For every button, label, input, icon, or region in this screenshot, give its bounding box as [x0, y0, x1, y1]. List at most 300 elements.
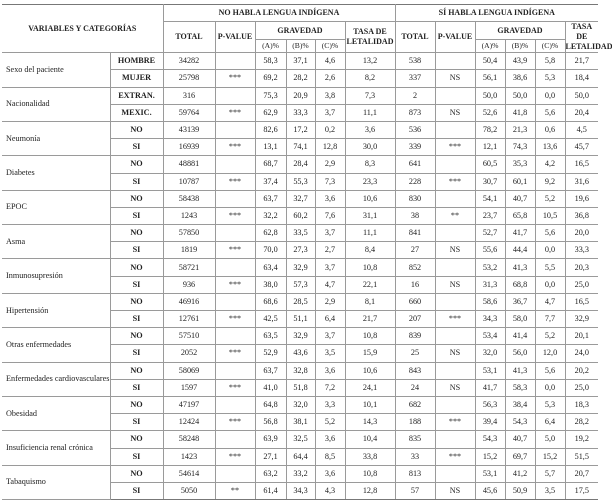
si-total-cell: 207 [395, 311, 435, 328]
no-pvalue-cell: *** [215, 70, 255, 87]
no-grav-b-cell: 33,2 [286, 465, 315, 482]
no-grav-b-cell: 28,5 [286, 293, 315, 310]
si-pvalue-cell [435, 121, 475, 138]
si-total-cell: 682 [395, 396, 435, 413]
si-grav-b-cell: 41,4 [505, 328, 535, 345]
no-tasa-cell: 8,3 [345, 156, 395, 173]
no-grav-a-cell: 62,9 [255, 104, 286, 121]
si-total-cell: 228 [395, 173, 435, 190]
no-grav-a-cell: 63,9 [255, 431, 286, 448]
table-row [2, 259, 598, 276]
category-label: NO [110, 121, 163, 138]
si-total-cell: 339 [395, 139, 435, 156]
no-grav-b-cell: 17,2 [286, 121, 315, 138]
no-grav-c-cell: 7,2 [315, 379, 345, 396]
no-total-cell: 316 [163, 87, 215, 104]
no-grav-b-cell: 37,1 [286, 53, 315, 70]
si-total-cell: 835 [395, 431, 435, 448]
si-grav-c-cell: 5,2 [535, 190, 565, 207]
no-grav-c-cell: 5,2 [315, 414, 345, 431]
category-label: NO [110, 259, 163, 276]
si-grav-b-cell: 43,9 [505, 53, 535, 70]
si-grav-c-cell: 10,5 [535, 207, 565, 224]
table-row [2, 190, 598, 207]
no-total-cell: 57850 [163, 225, 215, 242]
no-pvalue-cell [215, 431, 255, 448]
no-total-cell: 47197 [163, 396, 215, 413]
no-tasa-cell: 33,8 [345, 448, 395, 465]
no-total-cell: 59764 [163, 104, 215, 121]
table-row [2, 121, 598, 138]
no-grav-c-cell: 0,2 [315, 121, 345, 138]
si-grav-c-cell: 5,2 [535, 328, 565, 345]
si-total-cell: 337 [395, 70, 435, 87]
si-pvalue-cell: NS [435, 242, 475, 259]
no-grav-b-cell: 28,4 [286, 156, 315, 173]
no-grav-a-cell: 63,7 [255, 190, 286, 207]
no-grav-b-cell: 64,4 [286, 448, 315, 465]
variable-name: Asma [2, 225, 110, 259]
no-tasa-cell: 8,4 [345, 242, 395, 259]
category-label: MUJER [110, 70, 163, 87]
no-grav-a-cell: 13,1 [255, 139, 286, 156]
no-grav-c-cell: 3,6 [315, 362, 345, 379]
variable-name: Nacionalidad [2, 87, 110, 121]
no-pvalue-cell: *** [215, 242, 255, 259]
si-pvalue-cell [435, 328, 475, 345]
no-grav-b-cell: 57,3 [286, 276, 315, 293]
no-total-cell: 34282 [163, 53, 215, 70]
si-pvalue-cell [435, 87, 475, 104]
si-grav-c-cell: 5,7 [535, 465, 565, 482]
no-grav-b-cell: 55,3 [286, 173, 315, 190]
si-pvalue-cell [435, 53, 475, 70]
no-pvalue-cell [215, 293, 255, 310]
variable-name: Sexo del paciente [2, 53, 110, 87]
si-grav-c-cell: 5,6 [535, 104, 565, 121]
si-grav-b-cell: 68,8 [505, 276, 535, 293]
category-label: NO [110, 396, 163, 413]
si-tasa-cell: 4,5 [565, 121, 598, 138]
category-label: NO [110, 431, 163, 448]
no-grav-c-cell: 3,7 [315, 259, 345, 276]
no-tasa-cell: 21,7 [345, 311, 395, 328]
no-pvalue-cell [215, 465, 255, 482]
category-label: NO [110, 293, 163, 310]
si-tasa-cell: 28,2 [565, 414, 598, 431]
si-grav-a-cell: 54,1 [475, 190, 505, 207]
si-total-cell: 641 [395, 156, 435, 173]
si-pvalue-cell [435, 465, 475, 482]
si-tasa-cell: 31,6 [565, 173, 598, 190]
si-grav-b-cell: 58,0 [505, 311, 535, 328]
header-a-no: (A)% [255, 39, 286, 52]
si-grav-b-cell: 38,6 [505, 70, 535, 87]
si-pvalue-cell: NS [435, 345, 475, 362]
si-total-cell: 188 [395, 414, 435, 431]
no-pvalue-cell: *** [215, 379, 255, 396]
si-total-cell: 2 [395, 87, 435, 104]
no-grav-c-cell: 8,5 [315, 448, 345, 465]
no-tasa-cell: 7,3 [345, 87, 395, 104]
si-tasa-cell: 36,8 [565, 207, 598, 224]
no-tasa-cell: 23,3 [345, 173, 395, 190]
no-grav-c-cell: 4,6 [315, 53, 345, 70]
header-pvalue-no: P-VALUE [215, 22, 255, 53]
si-pvalue-cell: *** [435, 448, 475, 465]
si-grav-b-cell: 65,8 [505, 207, 535, 224]
si-grav-a-cell: 23,7 [475, 207, 505, 224]
category-label: EXTRAN. [110, 87, 163, 104]
variable-name: Obesidad [2, 396, 110, 430]
no-grav-b-cell: 32,9 [286, 328, 315, 345]
no-grav-b-cell: 51,8 [286, 379, 315, 396]
no-grav-a-cell: 69,2 [255, 70, 286, 87]
si-tasa-cell: 20,3 [565, 259, 598, 276]
si-grav-a-cell: 31,3 [475, 276, 505, 293]
header-b-si: (B)% [505, 39, 535, 52]
si-grav-a-cell: 53,1 [475, 465, 505, 482]
no-grav-a-cell: 32,2 [255, 207, 286, 224]
si-grav-a-cell: 39,4 [475, 414, 505, 431]
si-tasa-cell: 51,5 [565, 448, 598, 465]
si-total-cell: 38 [395, 207, 435, 224]
si-total-cell: 57 [395, 482, 435, 499]
no-pvalue-cell [215, 328, 255, 345]
si-grav-c-cell: 5,0 [535, 431, 565, 448]
no-total-cell: 1243 [163, 207, 215, 224]
si-tasa-cell: 21,7 [565, 53, 598, 70]
no-total-cell: 48881 [163, 156, 215, 173]
si-grav-a-cell: 52,7 [475, 225, 505, 242]
no-tasa-cell: 3,6 [345, 121, 395, 138]
si-grav-c-cell: 5,6 [535, 225, 565, 242]
no-grav-b-cell: 33,5 [286, 225, 315, 242]
si-total-cell: 873 [395, 104, 435, 121]
si-pvalue-cell [435, 190, 475, 207]
variable-name: Tabaquismo [2, 465, 110, 499]
table-row [2, 465, 598, 482]
no-grav-c-cell: 2,9 [315, 156, 345, 173]
no-tasa-cell: 24,1 [345, 379, 395, 396]
no-pvalue-cell [215, 225, 255, 242]
si-pvalue-cell [435, 362, 475, 379]
si-tasa-cell: 17,5 [565, 482, 598, 499]
si-pvalue-cell: *** [435, 173, 475, 190]
no-total-cell: 2052 [163, 345, 215, 362]
no-grav-a-cell: 42,5 [255, 311, 286, 328]
category-label: SI [110, 482, 163, 499]
no-grav-a-cell: 38,0 [255, 276, 286, 293]
si-tasa-cell: 20,1 [565, 328, 598, 345]
si-grav-c-cell: 6,4 [535, 414, 565, 431]
si-tasa-cell: 16,5 [565, 156, 598, 173]
no-grav-c-cell: 6,4 [315, 311, 345, 328]
category-label: SI [110, 311, 163, 328]
si-total-cell: 27 [395, 242, 435, 259]
si-grav-b-cell: 38,4 [505, 396, 535, 413]
no-total-cell: 1423 [163, 448, 215, 465]
no-total-cell: 58248 [163, 431, 215, 448]
si-grav-b-cell: 74,3 [505, 139, 535, 156]
si-tasa-cell: 32,9 [565, 311, 598, 328]
no-pvalue-cell: *** [215, 104, 255, 121]
no-total-cell: 43139 [163, 121, 215, 138]
si-grav-b-cell: 50,0 [505, 87, 535, 104]
si-tasa-cell: 19,2 [565, 431, 598, 448]
header-group-no: NO HABLA LENGUA INDÍGENA [163, 5, 395, 22]
variable-name: Hipertensión [2, 293, 110, 327]
no-pvalue-cell: *** [215, 448, 255, 465]
no-tasa-cell: 15,9 [345, 345, 395, 362]
si-grav-b-cell: 50,9 [505, 482, 535, 499]
si-grav-a-cell: 55,6 [475, 242, 505, 259]
si-grav-b-cell: 21,3 [505, 121, 535, 138]
variable-name: EPOC [2, 190, 110, 224]
si-grav-a-cell: 56,3 [475, 396, 505, 413]
si-pvalue-cell [435, 259, 475, 276]
no-grav-c-cell: 2,6 [315, 70, 345, 87]
header-group-si: SÍ HABLA LENGUA INDÍGENA [395, 5, 598, 22]
no-tasa-cell: 10,6 [345, 362, 395, 379]
si-total-cell: 660 [395, 293, 435, 310]
si-grav-a-cell: 78,2 [475, 121, 505, 138]
no-grav-c-cell: 7,6 [315, 207, 345, 224]
si-pvalue-cell: *** [435, 414, 475, 431]
si-pvalue-cell [435, 431, 475, 448]
si-grav-b-cell: 54,3 [505, 414, 535, 431]
si-tasa-cell: 20,7 [565, 465, 598, 482]
no-grav-a-cell: 37,4 [255, 173, 286, 190]
category-label: HOMBRE [110, 53, 163, 70]
si-pvalue-cell: *** [435, 139, 475, 156]
si-total-cell: 852 [395, 259, 435, 276]
si-grav-c-cell: 0,0 [535, 242, 565, 259]
category-label: SI [110, 173, 163, 190]
no-pvalue-cell [215, 53, 255, 70]
si-grav-a-cell: 58,6 [475, 293, 505, 310]
no-grav-c-cell: 3,6 [315, 190, 345, 207]
si-grav-a-cell: 15,2 [475, 448, 505, 465]
no-tasa-cell: 10,8 [345, 328, 395, 345]
header-c-no: (C)% [315, 39, 345, 52]
no-tasa-cell: 8,1 [345, 293, 395, 310]
header-b-no: (B)% [286, 39, 315, 52]
no-grav-c-cell: 7,3 [315, 173, 345, 190]
si-total-cell: 25 [395, 345, 435, 362]
no-grav-c-cell: 12,8 [315, 139, 345, 156]
si-grav-a-cell: 53,4 [475, 328, 505, 345]
no-tasa-cell: 10,6 [345, 190, 395, 207]
si-grav-b-cell: 41,8 [505, 104, 535, 121]
no-grav-b-cell: 33,3 [286, 104, 315, 121]
category-label: SI [110, 139, 163, 156]
si-total-cell: 16 [395, 276, 435, 293]
si-tasa-cell: 50,0 [565, 87, 598, 104]
no-pvalue-cell: *** [215, 207, 255, 224]
no-tasa-cell: 30,0 [345, 139, 395, 156]
si-pvalue-cell [435, 225, 475, 242]
no-grav-b-cell: 27,3 [286, 242, 315, 259]
no-grav-a-cell: 63,2 [255, 465, 286, 482]
no-tasa-cell: 10,8 [345, 259, 395, 276]
no-tasa-cell: 14,3 [345, 414, 395, 431]
si-total-cell: 538 [395, 53, 435, 70]
no-grav-a-cell: 58,3 [255, 53, 286, 70]
si-total-cell: 839 [395, 328, 435, 345]
no-grav-a-cell: 27,1 [255, 448, 286, 465]
table-row [2, 396, 598, 413]
no-grav-c-cell: 4,3 [315, 482, 345, 499]
si-grav-a-cell: 30,7 [475, 173, 505, 190]
si-grav-b-cell: 44,4 [505, 242, 535, 259]
no-total-cell: 57510 [163, 328, 215, 345]
si-tasa-cell: 25,0 [565, 276, 598, 293]
no-grav-a-cell: 52,9 [255, 345, 286, 362]
category-label: NO [110, 156, 163, 173]
no-grav-c-cell: 4,7 [315, 276, 345, 293]
si-tasa-cell: 20,2 [565, 362, 598, 379]
no-total-cell: 58069 [163, 362, 215, 379]
no-grav-b-cell: 28,2 [286, 70, 315, 87]
variable-name: Diabetes [2, 156, 110, 190]
no-grav-c-cell: 3,7 [315, 328, 345, 345]
si-grav-c-cell: 4,2 [535, 156, 565, 173]
no-tasa-cell: 22,1 [345, 276, 395, 293]
si-grav-c-cell: 12,0 [535, 345, 565, 362]
category-label: MEXIC. [110, 104, 163, 121]
category-label: SI [110, 276, 163, 293]
no-grav-c-cell: 3,8 [315, 87, 345, 104]
no-grav-c-cell: 2,7 [315, 242, 345, 259]
no-grav-a-cell: 82,6 [255, 121, 286, 138]
si-grav-c-cell: 15,2 [535, 448, 565, 465]
si-pvalue-cell: NS [435, 379, 475, 396]
si-tasa-cell: 20,0 [565, 225, 598, 242]
no-tasa-cell: 10,8 [345, 465, 395, 482]
si-grav-b-cell: 41,7 [505, 225, 535, 242]
no-grav-a-cell: 61,4 [255, 482, 286, 499]
no-tasa-cell: 13,2 [345, 53, 395, 70]
si-pvalue-cell [435, 156, 475, 173]
si-grav-c-cell: 0,6 [535, 121, 565, 138]
no-pvalue-cell: *** [215, 276, 255, 293]
no-pvalue-cell: *** [215, 173, 255, 190]
category-label: NO [110, 190, 163, 207]
no-grav-b-cell: 32,5 [286, 431, 315, 448]
variable-name: Enfermedades cardiovasculares [2, 362, 110, 396]
header-total-no: TOTAL [163, 22, 215, 53]
si-total-cell: 841 [395, 225, 435, 242]
si-grav-b-cell: 35,3 [505, 156, 535, 173]
si-grav-a-cell: 60,5 [475, 156, 505, 173]
category-label: NO [110, 328, 163, 345]
si-total-cell: 830 [395, 190, 435, 207]
si-grav-b-cell: 41,2 [505, 465, 535, 482]
si-pvalue-cell [435, 396, 475, 413]
no-tasa-cell: 10,4 [345, 431, 395, 448]
no-grav-c-cell: 2,9 [315, 293, 345, 310]
no-pvalue-cell [215, 156, 255, 173]
no-tasa-cell: 11,1 [345, 225, 395, 242]
si-grav-c-cell: 4,7 [535, 293, 565, 310]
category-label: SI [110, 414, 163, 431]
category-label: NO [110, 465, 163, 482]
no-grav-a-cell: 56,8 [255, 414, 286, 431]
no-grav-c-cell: 3,6 [315, 465, 345, 482]
table-row [2, 225, 598, 242]
table-row [2, 53, 598, 70]
no-grav-a-cell: 63,7 [255, 362, 286, 379]
si-grav-a-cell: 50,0 [475, 87, 505, 104]
si-tasa-cell: 19,6 [565, 190, 598, 207]
si-grav-b-cell: 41,3 [505, 362, 535, 379]
no-pvalue-cell [215, 190, 255, 207]
si-grav-c-cell: 13,6 [535, 139, 565, 156]
si-grav-c-cell: 9,2 [535, 173, 565, 190]
category-label: SI [110, 242, 163, 259]
header-tasa-si: TASA DE LETALIDAD [565, 22, 612, 52]
si-total-cell: 33 [395, 448, 435, 465]
si-tasa-cell: 24,0 [565, 345, 598, 362]
no-pvalue-cell [215, 362, 255, 379]
no-grav-a-cell: 75,3 [255, 87, 286, 104]
no-total-cell: 12761 [163, 311, 215, 328]
no-tasa-cell: 10,1 [345, 396, 395, 413]
no-grav-b-cell: 74,1 [286, 139, 315, 156]
no-grav-c-cell: 3,6 [315, 431, 345, 448]
no-grav-a-cell: 62,8 [255, 225, 286, 242]
variable-name: Inmunosupresión [2, 259, 110, 293]
no-total-cell: 58438 [163, 190, 215, 207]
table-row [2, 328, 598, 345]
si-tasa-cell: 25,0 [565, 379, 598, 396]
no-pvalue-cell: ** [215, 482, 255, 499]
si-grav-b-cell: 69,7 [505, 448, 535, 465]
si-pvalue-cell: NS [435, 70, 475, 87]
no-total-cell: 1819 [163, 242, 215, 259]
category-label: NO [110, 362, 163, 379]
no-grav-b-cell: 32,0 [286, 396, 315, 413]
no-total-cell: 936 [163, 276, 215, 293]
no-pvalue-cell: *** [215, 311, 255, 328]
table-body [2, 53, 598, 500]
no-pvalue-cell: *** [215, 345, 255, 362]
table-row [2, 293, 598, 310]
table-row [2, 362, 598, 379]
no-grav-b-cell: 43,6 [286, 345, 315, 362]
si-grav-c-cell: 5,3 [535, 396, 565, 413]
header-total-si: TOTAL [395, 22, 435, 53]
si-grav-c-cell: 5,3 [535, 70, 565, 87]
si-pvalue-cell [435, 293, 475, 310]
header-c-si: (C)% [535, 39, 565, 52]
header-a-si: (A)% [475, 39, 505, 52]
si-grav-a-cell: 12,1 [475, 139, 505, 156]
si-grav-a-cell: 41,7 [475, 379, 505, 396]
no-total-cell: 16939 [163, 139, 215, 156]
no-total-cell: 1597 [163, 379, 215, 396]
si-grav-b-cell: 56,0 [505, 345, 535, 362]
table-row [2, 431, 598, 448]
si-grav-c-cell: 5,8 [535, 53, 565, 70]
si-grav-a-cell: 56,1 [475, 70, 505, 87]
no-pvalue-cell [215, 396, 255, 413]
table-row [2, 87, 598, 104]
si-total-cell: 536 [395, 121, 435, 138]
no-pvalue-cell: *** [215, 139, 255, 156]
no-total-cell: 5050 [163, 482, 215, 499]
